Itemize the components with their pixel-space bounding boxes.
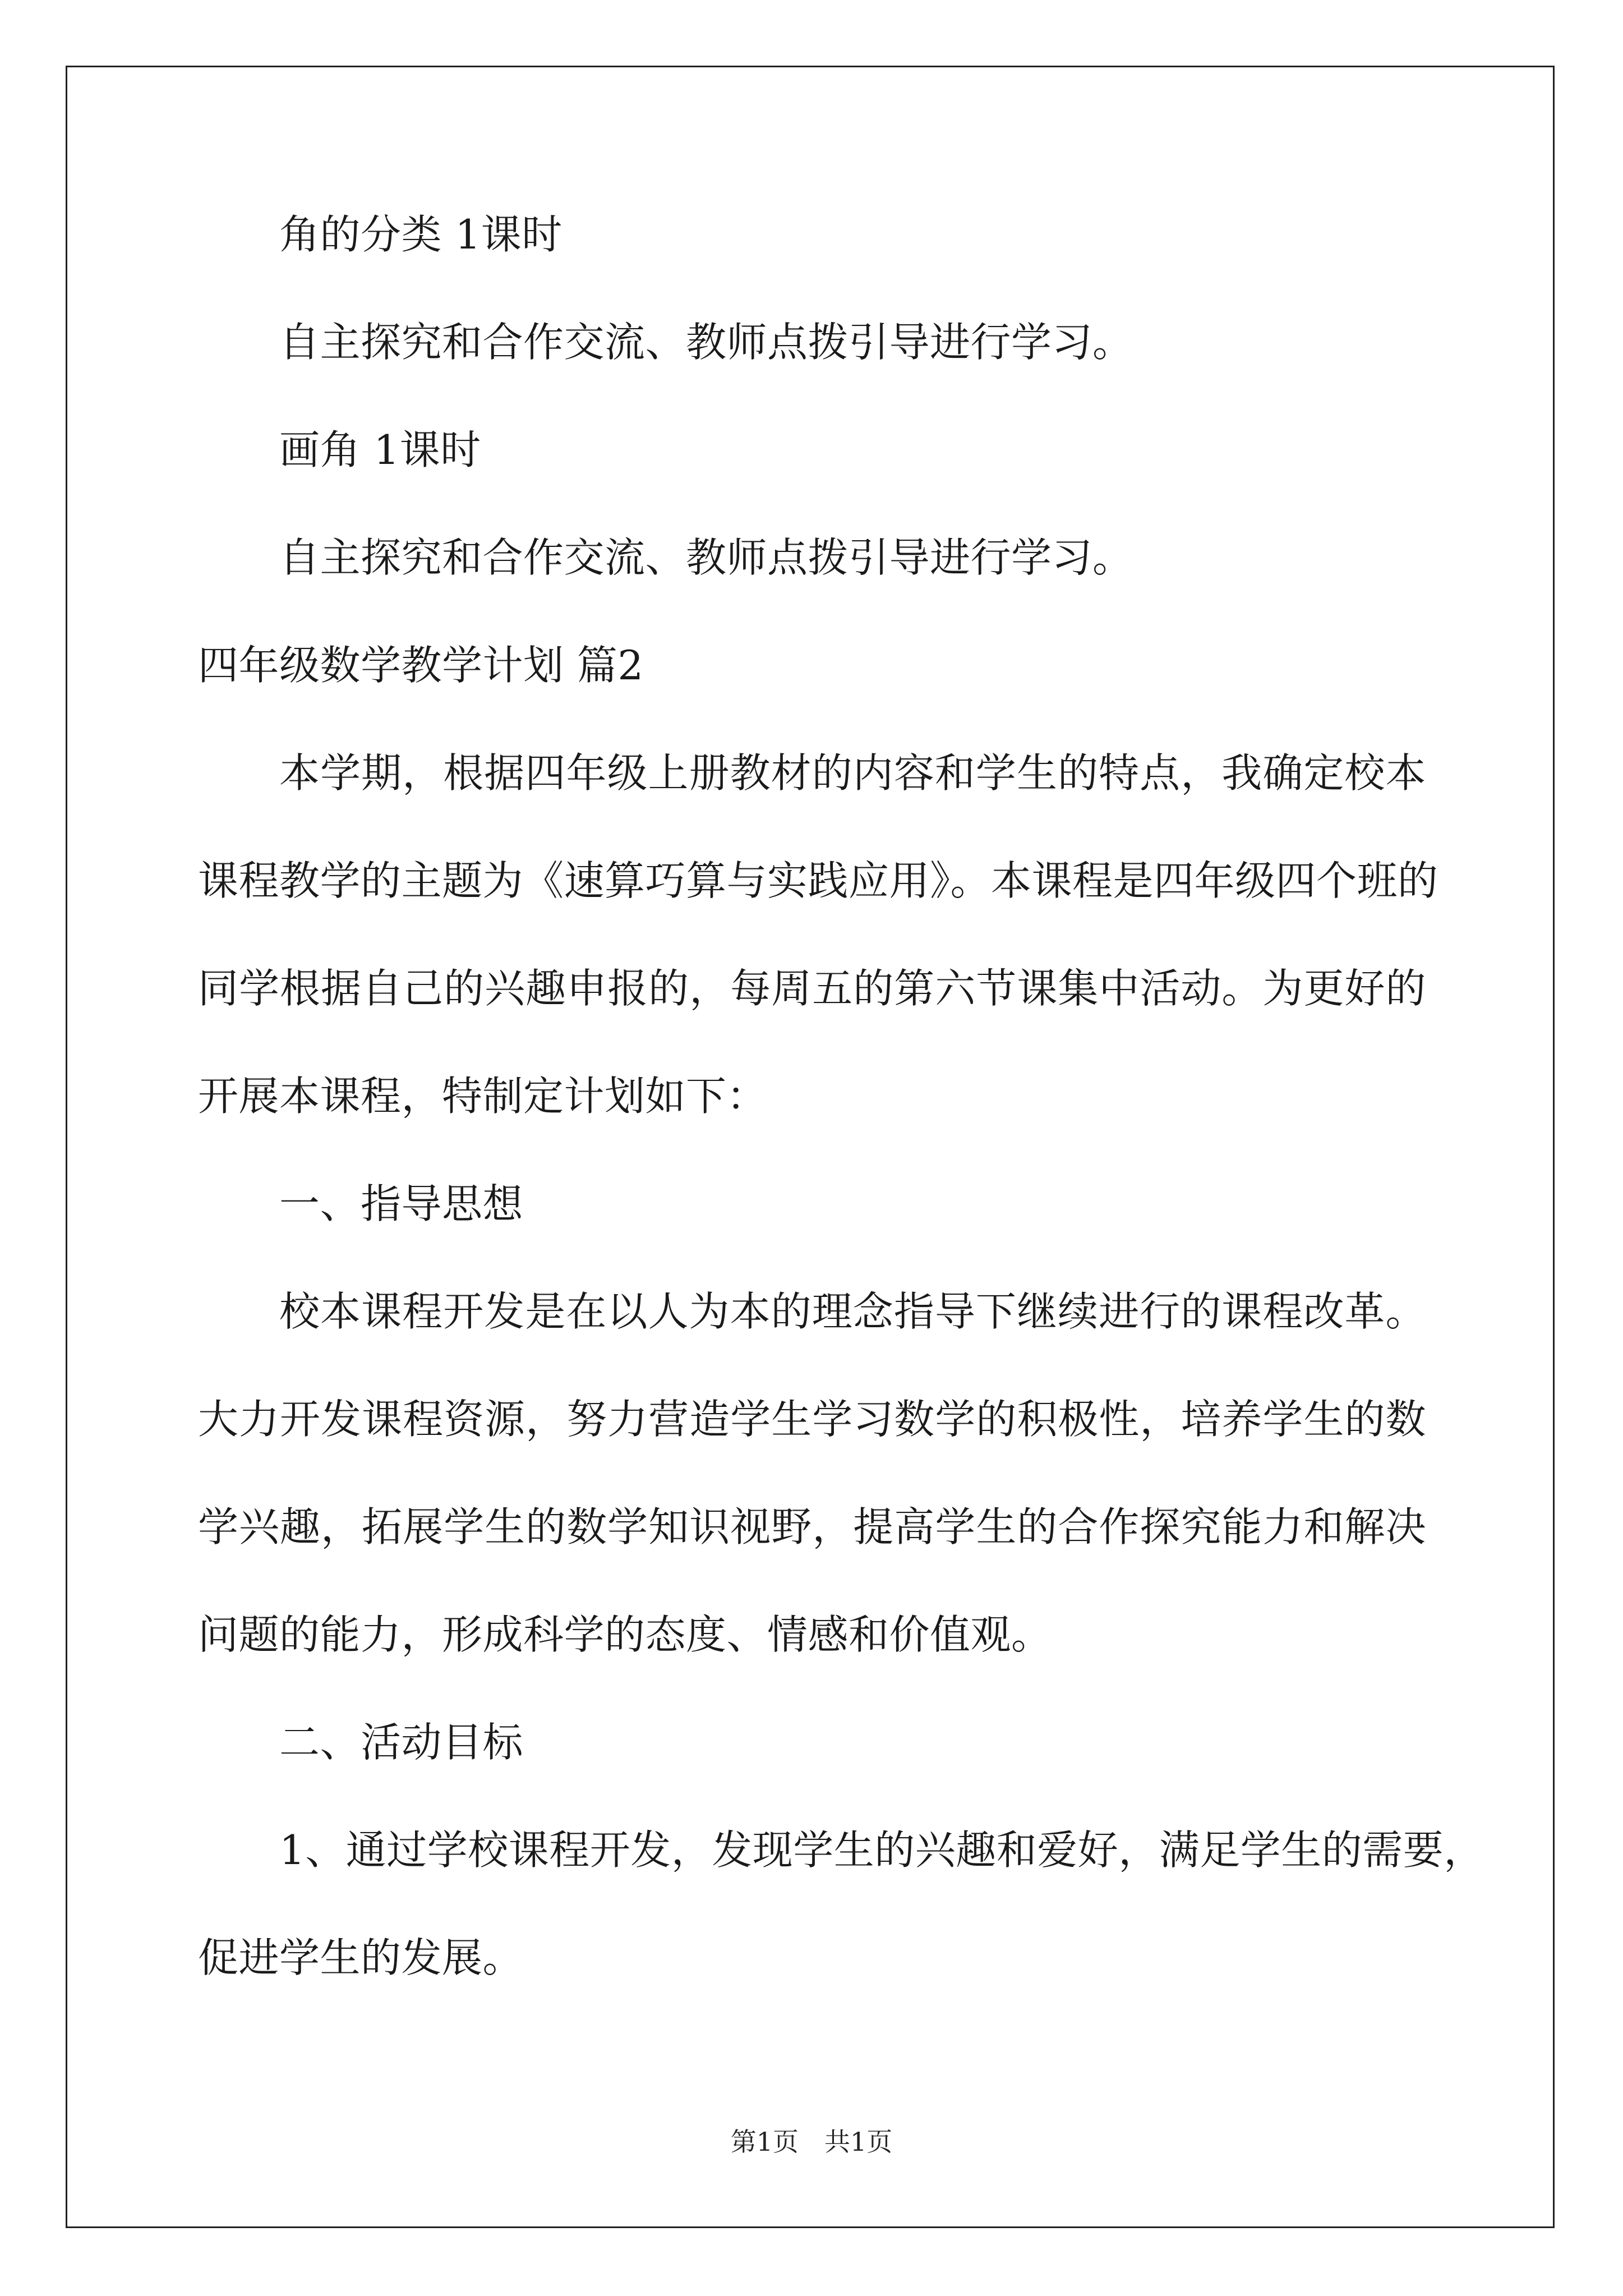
paragraph-line: 校本课程开发是在以人为本的理念指导下继续进行的课程改革。 [279, 1288, 1426, 1335]
paragraph-line: 大力开发课程资源，努力营造学生学习数学的积极性，培养学生的数 [198, 1396, 1426, 1443]
paragraph-method: 自主探究和合作交流、教师点拨引导进行学习。 [279, 534, 1133, 581]
paragraph-line: 学兴趣，拓展学生的数学知识视野，提高学生的合作探究能力和解决 [198, 1503, 1426, 1550]
section-title: 四年级数学教学计划 篇2 [198, 642, 644, 689]
heading-activity-goals: 二、活动目标 [279, 1719, 524, 1766]
paragraph-line: 本学期，根据四年级上册教材的内容和学生的特点，我确定校本 [279, 749, 1426, 797]
heading-angle-classification: 角的分类 1课时 [279, 211, 562, 258]
paragraph-goal-1 [198, 1823, 1484, 1985]
page-number-footer: 第1页 共1页 [730, 2127, 893, 2157]
paragraph-intro [198, 746, 1438, 1123]
paragraph-line: 促进学生的发展。 [198, 1934, 524, 1981]
paragraph-line: 课程教学的主题为《速算巧算与实践应用》。本课程是四年级四个班的 [198, 857, 1438, 904]
paragraph-line: 同学根据自己的兴趣申报的，每周五的第六节课集中活动。为更好的 [198, 965, 1426, 1012]
heading-guiding-ideology: 一、指导思想 [279, 1180, 524, 1227]
paragraph-guiding-ideology [198, 1285, 1426, 1662]
heading-draw-angle: 画角 1课时 [279, 426, 481, 473]
document-body [198, 208, 1484, 1985]
paragraph-line: 问题的能力，形成科学的态度、情感和价值观。 [198, 1611, 1052, 1658]
paragraph-line: 1、通过学校课程开发，发现学生的兴趣和爱好，满足学生的需要， [279, 1826, 1484, 1874]
paragraph-method: 自主探究和合作交流、教师点拨引导进行学习。 [279, 319, 1133, 366]
paragraph-line: 开展本课程，特制定计划如下： [198, 1073, 768, 1120]
